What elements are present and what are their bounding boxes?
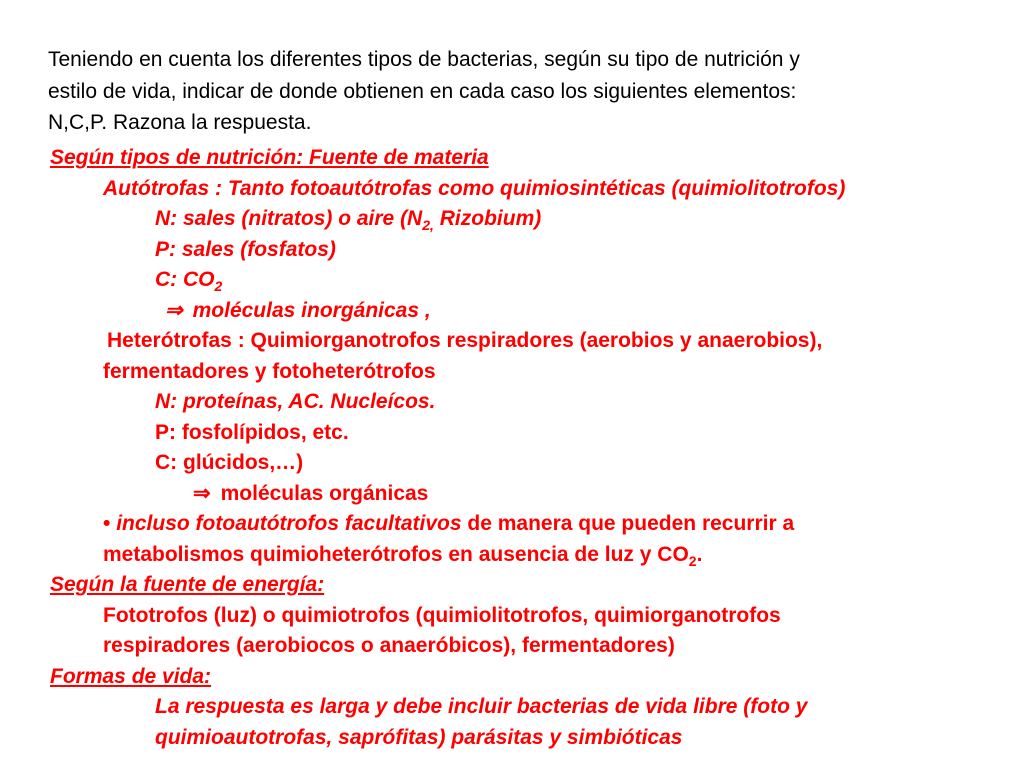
bullet-italic-text: incluso fotoautótrofos facultativos xyxy=(116,512,462,535)
heterotrofas-title-line2: fermentadores y fotoheterótrofos xyxy=(103,359,436,383)
vida-line2: quimioautotrofas, saprófitas) parásitas y simbióticas xyxy=(155,725,683,749)
answer-block xyxy=(0,143,1024,753)
bullet-line2-subscript: 2 xyxy=(688,552,697,569)
bullet-line1 xyxy=(0,509,1024,540)
heterotrofas-phosphorus: P: fosfolípidos, etc. xyxy=(155,420,349,444)
bullet-text: de manera que pueden recurrir a xyxy=(461,512,795,535)
autotrofas-carbon xyxy=(0,265,1024,296)
autotrofas-nitrogen-prefix: N: sales (nitratos) o aire (N xyxy=(155,207,423,230)
vida-line1: La respuesta es larga y debe incluir bacterias de vida libre (foto y xyxy=(155,695,808,718)
autotrofas-carbon-prefix: C: CO xyxy=(155,268,215,291)
heterotrofas-title-line1: Heterótrofas : Quimiorganotrofos respiradores (aerobios y anaerobios), xyxy=(107,329,823,352)
energia-line2: respiradores (aerobiocos o anaeróbicos), fermentadores) xyxy=(103,634,675,657)
bullet-icon: • xyxy=(103,512,111,535)
autotrofas-title: Autótrofas : Tanto fotoautótrofas como quimiosintéticas (quimiolitotrofos) xyxy=(103,176,846,200)
autotrofas-nitrogen-suffix: Rizobium) xyxy=(433,207,542,230)
heterotrofas-nitrogen: N: proteínas, AC. Nucleícos. xyxy=(155,390,436,413)
question-line: Teniendo en cuenta los diferentes tipos de bacterias, según su tipo de nutrición y xyxy=(48,48,800,71)
energia-line1: Fototrofos (luz) o quimiotrofos (quimiolitotrofos, quimiorganotrofos xyxy=(103,603,781,627)
vida-heading: Formas de vida: xyxy=(50,664,212,688)
autotrofas-result-text: moléculas inorgánicas , xyxy=(192,298,431,322)
bullet-line2-suffix: . xyxy=(696,542,703,566)
question-line: N,C,P. Razona la respuesta. xyxy=(48,111,312,134)
bullet-line2-prefix: metabolismos quimioheterótrofos en ausencia de luz y CO xyxy=(103,542,689,566)
question-line: estilo de vida, indicar de donde obtienen en cada caso los siguientes elementos: xyxy=(48,79,797,103)
implies-arrow-icon: ⇒ xyxy=(193,481,211,505)
nutricion-heading: Según tipos de nutrición: Fuente de materia xyxy=(50,146,489,169)
heterotrofas-result xyxy=(0,479,1024,510)
autotrofas-phosphorus: P: sales (fosfatos) xyxy=(155,237,336,261)
implies-arrow-icon: ⇒ xyxy=(165,298,183,322)
energia-heading: Según la fuente de energía: xyxy=(50,573,325,596)
autotrofas-carbon-subscript: 2 xyxy=(214,278,223,294)
autotrofas-nitrogen-subscript: 2, xyxy=(422,217,434,233)
bullet-line2 xyxy=(0,540,1024,571)
autotrofas-nitrogen xyxy=(0,204,1024,235)
heterotrofas-result-text: moléculas orgánicas xyxy=(220,481,429,505)
heterotrofas-carbon: C: glúcidos,…) xyxy=(155,451,304,474)
autotrofas-result xyxy=(0,296,1024,327)
question-text xyxy=(48,44,1008,139)
